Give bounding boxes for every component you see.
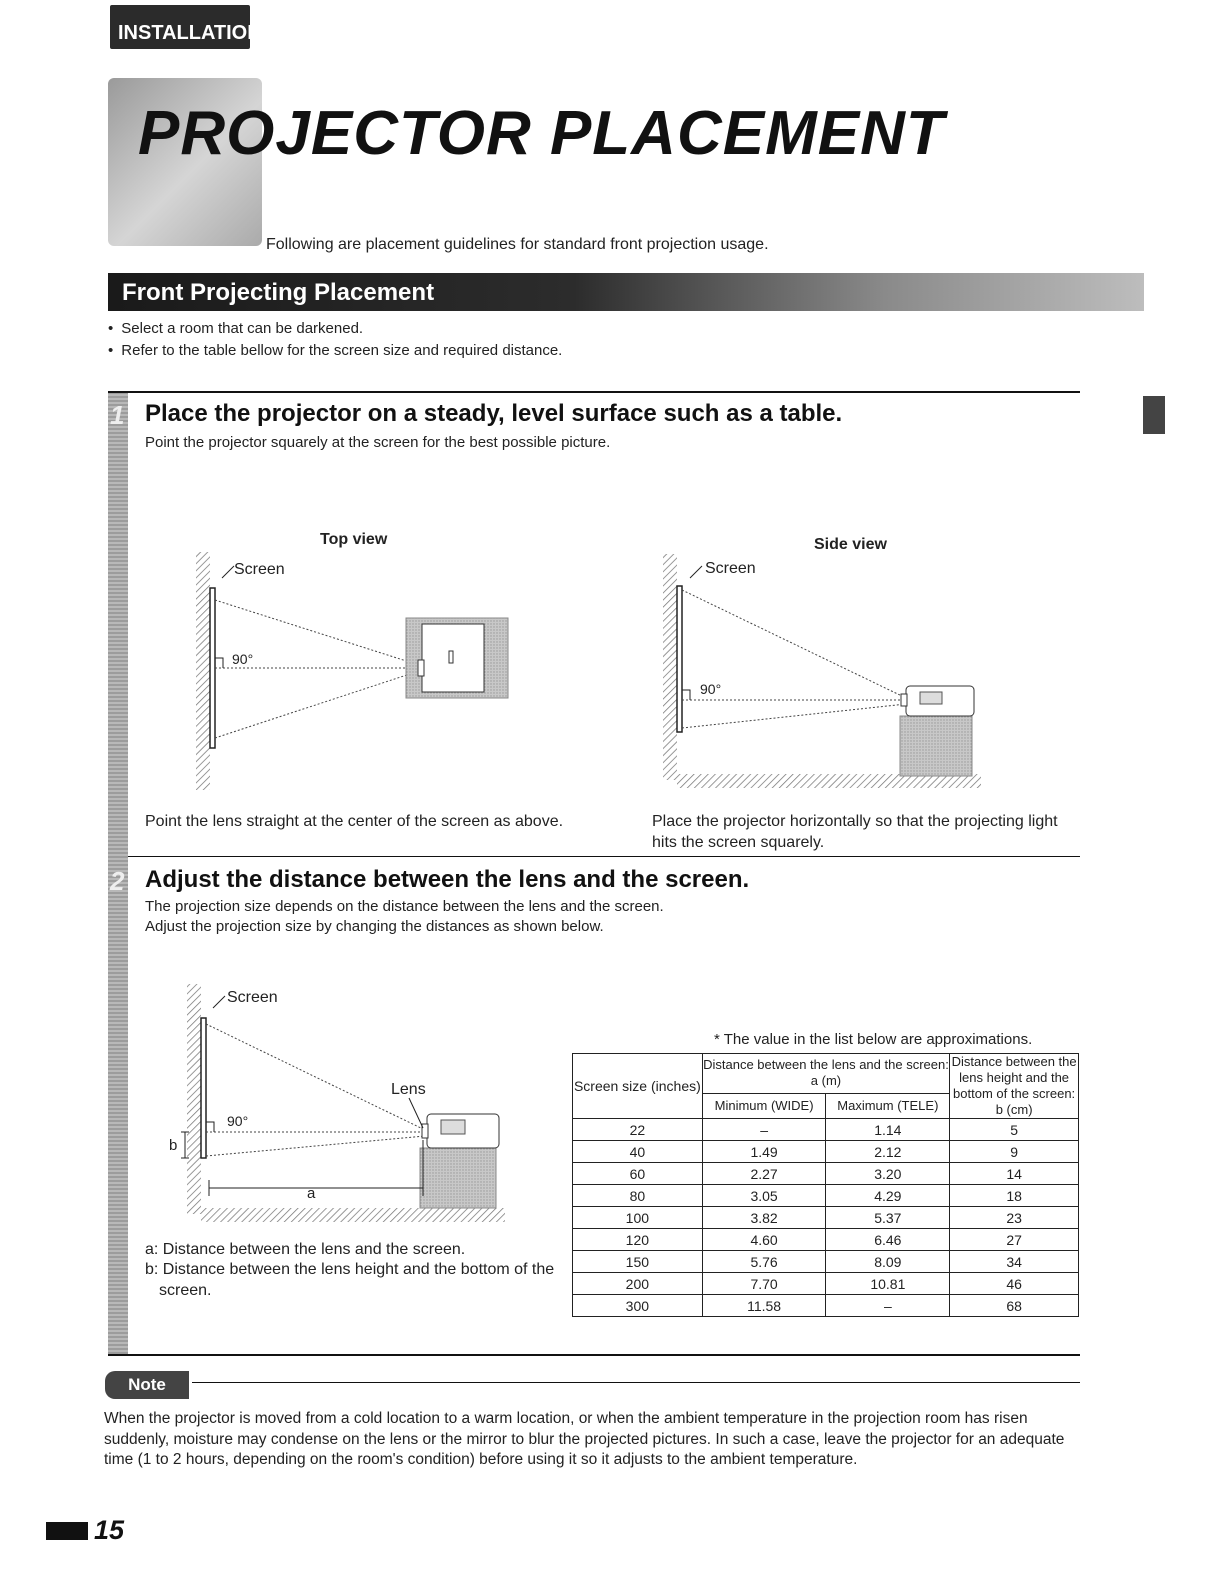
- table-note: * The value in the list below are approximations.: [714, 1031, 1033, 1048]
- angle-label: 90°: [232, 651, 254, 667]
- table-row: [573, 1251, 1079, 1273]
- right-angle-mark: [682, 690, 690, 700]
- cell-screen-size: 150: [573, 1251, 703, 1273]
- top-view-caption: Point the lens straight at the center of the screen as above.: [145, 813, 564, 830]
- table-row: [573, 1207, 1079, 1229]
- cell-height: 23: [950, 1207, 1079, 1229]
- screen: [201, 1018, 206, 1158]
- step2-top-rule: [128, 856, 1080, 857]
- screen-pointer: [222, 566, 234, 578]
- projection-ray: [682, 704, 906, 728]
- screen: [210, 588, 215, 748]
- projector-panel: [920, 692, 942, 704]
- lens: [418, 660, 424, 676]
- page-number-bar: [46, 1522, 88, 1540]
- legend-b: b: Distance between the lens height and the bottom of the screen.: [145, 1261, 555, 1299]
- table-row: [573, 1141, 1079, 1163]
- cell-maximum: 10.81: [826, 1273, 950, 1295]
- intro-text: Following are placement guidelines for standard front projection usage.: [266, 236, 769, 253]
- note-text: When the projector is moved from a cold location to a warm location, or when the ambient temperature in the projection room has risen suddenly, moisture may condense on the lens or the mirror to blur the projected pictures. In such a case, leave the projector for an adequate time (1 to 2 hours, depending on the room's condition) before using it so it adjusts to the ambient temperature.: [104, 1410, 1065, 1468]
- header-minimum: Minimum (WIDE): [702, 1093, 826, 1118]
- table-row: [573, 1163, 1079, 1185]
- top-view-diagram: [190, 548, 530, 798]
- step1-top-rule: [108, 391, 1080, 393]
- screen-label: Screen: [227, 989, 278, 1006]
- lens: [901, 694, 907, 706]
- cell-maximum: 3.20: [826, 1163, 950, 1185]
- header-maximum: Maximum (TELE): [826, 1093, 950, 1118]
- cell-height: 27: [950, 1229, 1079, 1251]
- step1-title: Place the projector on a steady, level surface such as a table.: [145, 400, 843, 427]
- cell-minimum: 2.27: [702, 1163, 826, 1185]
- table-row: [573, 1229, 1079, 1251]
- projection-ray: [215, 670, 422, 738]
- header-height: Distance between the lens height and the bottom of the screen: b (cm): [951, 1054, 1077, 1117]
- table: [420, 1148, 496, 1208]
- cell-screen-size: 22: [573, 1119, 703, 1141]
- bullet-text: Select a room that can be darkened.: [121, 320, 364, 337]
- cell-maximum: –: [826, 1295, 950, 1317]
- step2-text-1: The projection size depends on the distance between the lens and the screen.: [145, 898, 664, 915]
- distance-diagram: [165, 980, 510, 1226]
- cell-screen-size: 100: [573, 1207, 703, 1229]
- cell-screen-size: 60: [573, 1163, 703, 1185]
- note-label: Note: [128, 1375, 166, 1394]
- cell-minimum: 11.58: [702, 1295, 826, 1317]
- bullet-text: Refer to the table bellow for the screen size and required distance.: [121, 342, 563, 359]
- cell-minimum: 7.70: [702, 1273, 826, 1295]
- lens: [422, 1124, 428, 1138]
- cell-screen-size: 40: [573, 1141, 703, 1163]
- lens-label: Lens: [391, 1081, 426, 1098]
- step1-number: 1: [110, 400, 125, 430]
- cell-minimum: 4.60: [702, 1229, 826, 1251]
- step2-title: Adjust the distance between the lens and the screen.: [145, 866, 750, 893]
- cell-maximum: 5.37: [826, 1207, 950, 1229]
- cell-minimum: 5.76: [702, 1251, 826, 1273]
- page-title: PROJECTOR PLACEMENT: [138, 99, 945, 168]
- cell-height: 68: [950, 1295, 1079, 1317]
- note-rule: [192, 1382, 1080, 1383]
- cell-height: 18: [950, 1185, 1079, 1207]
- floor: [201, 1208, 505, 1222]
- header-distance: Distance between the lens and the screen: a (m): [702, 1054, 950, 1094]
- cell-height: 34: [950, 1251, 1079, 1273]
- right-angle-mark: [206, 1122, 214, 1132]
- cell-minimum: 1.49: [702, 1141, 826, 1163]
- note-badge: [105, 1371, 189, 1399]
- indicator: [449, 651, 453, 663]
- cell-screen-size: 80: [573, 1185, 703, 1207]
- cell-maximum: 8.09: [826, 1251, 950, 1273]
- header-screen-size: Screen size (inches): [573, 1054, 703, 1119]
- step1-text: Point the projector squarely at the screen for the best possible picture.: [145, 434, 611, 451]
- cell-height: 14: [950, 1163, 1079, 1185]
- page-number: 15: [94, 1515, 125, 1545]
- angle-label: 90°: [700, 681, 722, 697]
- distance-table: [572, 1053, 1079, 1317]
- side-view-caption: Place the projector horizontally so that the projecting light hits the screen squarely.: [652, 813, 1058, 851]
- distance-a-label: a: [307, 1185, 316, 1202]
- section-banner-title: Front Projecting Placement: [122, 279, 435, 306]
- cell-maximum: 1.14: [826, 1119, 950, 1141]
- screen: [677, 586, 682, 732]
- wall: [196, 552, 210, 790]
- bullet-item: [108, 340, 562, 362]
- side-view-title: Side view: [814, 536, 887, 553]
- cell-height: 46: [950, 1273, 1079, 1295]
- cell-screen-size: 120: [573, 1229, 703, 1251]
- cell-minimum: 3.05: [702, 1185, 826, 1207]
- wall: [663, 554, 677, 780]
- table-row: [573, 1119, 1079, 1141]
- screen-label: Screen: [705, 560, 756, 577]
- lens-pointer: [409, 1098, 423, 1128]
- projection-ray: [206, 1136, 425, 1156]
- table-row: [573, 1295, 1079, 1317]
- screen-pointer: [690, 566, 702, 578]
- cell-height: 5: [950, 1119, 1079, 1141]
- cell-maximum: 2.12: [826, 1141, 950, 1163]
- table: [900, 716, 972, 776]
- cell-height: 9: [950, 1141, 1079, 1163]
- bullet-item: [108, 318, 562, 340]
- cell-minimum: –: [702, 1119, 826, 1141]
- cell-screen-size: 300: [573, 1295, 703, 1317]
- cell-maximum: 4.29: [826, 1185, 950, 1207]
- step2-number: 2: [110, 866, 125, 896]
- wall: [187, 984, 201, 1214]
- table-row: [573, 1185, 1079, 1207]
- cell-maximum: 6.46: [826, 1229, 950, 1251]
- screen-label: Screen: [234, 561, 285, 578]
- section-tab: INSTALLATION: [110, 5, 250, 49]
- page-edge-marker: [1143, 396, 1165, 434]
- distance-b-label: b: [169, 1137, 178, 1154]
- top-view-title: Top view: [320, 531, 388, 548]
- legend-a: a: Distance between the lens and the screen.: [145, 1241, 466, 1258]
- screen-pointer: [213, 996, 225, 1008]
- cell-minimum: 3.82: [702, 1207, 826, 1229]
- step2-text-2: Adjust the projection size by changing the distances as shown below.: [145, 918, 604, 935]
- right-angle-mark: [215, 658, 223, 668]
- cell-screen-size: 200: [573, 1273, 703, 1295]
- bullet-list: [108, 318, 562, 362]
- projector-panel: [441, 1120, 465, 1134]
- angle-label: 90°: [227, 1113, 249, 1129]
- side-view-diagram: [658, 548, 988, 796]
- table-row: [573, 1273, 1079, 1295]
- steps-bottom-rule: [108, 1354, 1080, 1356]
